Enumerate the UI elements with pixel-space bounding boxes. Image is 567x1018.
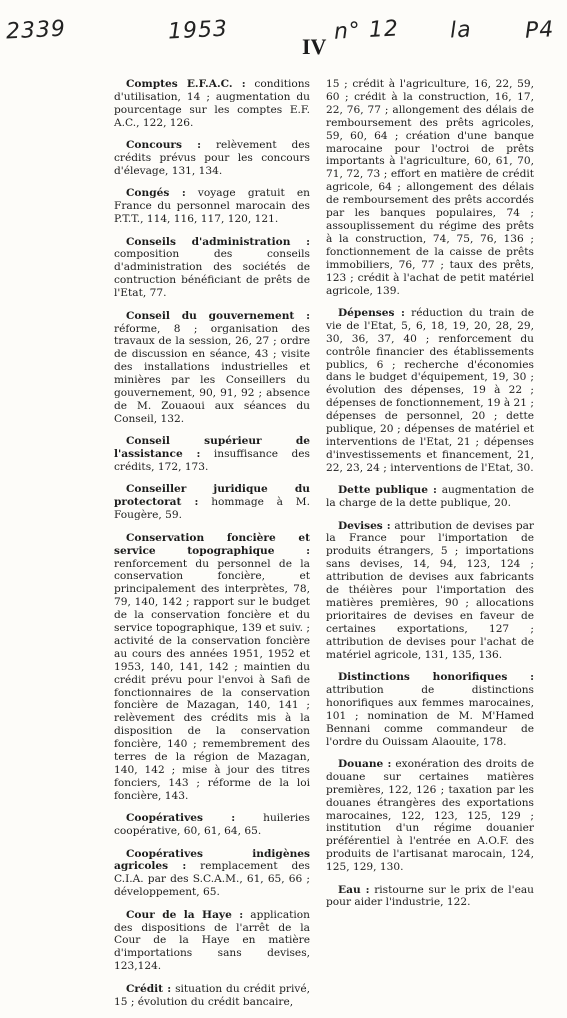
index-entry-term: Dette publique : [338, 484, 437, 497]
index-entry-paragraph [114, 983, 310, 1009]
index-entry-paragraph [326, 758, 534, 874]
index-entry-text: situation du crédit privé, 15 ; évolution du crédit bancaire, [114, 982, 310, 1008]
index-entry [326, 758, 534, 874]
index-column-left [114, 78, 310, 1018]
handwritten-mark-la: la [449, 17, 473, 44]
index-entry-text: hommage à M. Fougère, 59. [114, 496, 310, 522]
index-entry-term: Conseil supérieur de l'assistance : [114, 435, 310, 461]
index-entry-text: composition des conseils d'administration des sociétés de contruction bénéficiant de prêts de l'Etat, 77. [114, 248, 310, 300]
index-entry-text: conditions d'utilisation, 14 ; augmentation du pourcentage sur les comptes E.F. A.C., 122, 126. [114, 78, 310, 129]
index-entry [326, 520, 534, 662]
index-entry-paragraph [326, 520, 534, 662]
index-entry-paragraph [114, 139, 310, 178]
index-entry [114, 187, 310, 226]
handwritten-year: 1953 [167, 16, 229, 45]
index-entry-term: Crédit : [126, 982, 172, 995]
index-entry-text: voyage gratuit en France du personnel marocain des P.T.T., 114, 116, 117, 120, 121. [114, 187, 310, 226]
index-entry-text: renforcement du personnel de la conservation foncière, et principalement des interprètes, 78, 79, 140, 142 ; rapport sur le budget de la conservation foncière et du service topographique, 139 et suiv. ; activité de la conservation foncière au cours des années 1951, 1952 et 1953, 140, 141, 142 ; maintien du crédit prévu pour l'envoi à Safi de fonctionnaires de la conservation foncière de Mazagan, 140, 141 ; relèvement des crédits mis à la disposition de la conservation foncière, 140 ; remembrement des terres de la région de Mazagan, 140, 142 ; mise à jour des titres fonciers, 143 ; réforme de la loi foncière, 143. [114, 557, 310, 802]
index-entry-term: Devises : [338, 519, 391, 532]
index-entry-paragraph [114, 812, 310, 838]
index-entry-term: Douane : [338, 757, 392, 770]
handwritten-issue-number: n° 12 [333, 16, 400, 45]
index-entry-paragraph [114, 310, 310, 426]
index-entry-term: Congés : [126, 187, 186, 200]
index-entry-text: attribution de devises par la France pour l'importation de produits étrangers, 5 ; importations sans devises, 14, 94, 123, 124 ; attribution de devises aux fabricants de théières pour l'importation des matières premières, 90 ; allocations prioritaires de devises en faveur de certaines exportations, 127 ; attribution de devises pour l'achat de matériel agricole, 131, 135, 136. [326, 519, 534, 661]
index-entry-text: huileries coopérative, 60, 61, 64, 65. [114, 812, 310, 838]
index-entry-paragraph [114, 532, 310, 803]
index-entry-text: relèvement des crédits prévus pour les concours d'élevage, 131, 134. [114, 139, 310, 177]
index-entry-text: insuffisance des crédits, 172, 173. [114, 448, 310, 474]
index-entry-text: augmentation de la charge de la dette publique, 20. [326, 484, 535, 510]
index-entry-term: Conseiller juridique du protectorat : [114, 483, 310, 509]
index-entry-paragraph [326, 671, 534, 748]
index-entry-paragraph [326, 307, 534, 475]
page-number: IV [302, 34, 327, 59]
index-entry-text: remplacement des C.I.A. par des S.C.A.M., 61, 65, 66 ; développement, 65. [114, 860, 310, 899]
index-entry-paragraph [326, 884, 534, 910]
index-entry-term: Dépenses : [338, 306, 405, 319]
index-entry-term: Cour de la Haye : [126, 908, 244, 921]
index-entry-paragraph [114, 78, 310, 130]
index-entry-term: Conservation foncière et service topographique : [114, 531, 310, 557]
index-entry-paragraph [326, 484, 534, 510]
index-entry [326, 484, 534, 510]
index-entry [326, 671, 534, 748]
index-entry [326, 884, 534, 910]
index-entry-term: Concours : [126, 139, 202, 152]
index-entry [114, 310, 310, 426]
index-entry-paragraph [114, 848, 310, 900]
index-entry-text: application des dispositions de l'arrêt de la Cour de la Haye en matière d'importations sans devises, 123,124. [114, 908, 310, 973]
index-entry-paragraph [114, 236, 310, 301]
index-entry-paragraph [114, 909, 310, 974]
handwritten-catalog-number: 2339 [5, 16, 67, 45]
index-entry [114, 909, 310, 974]
index-entry-term: Comptes E.F.A.C. : [126, 78, 246, 90]
index-entry [326, 78, 534, 297]
index-entry-paragraph [114, 483, 310, 522]
index-entry [114, 78, 310, 130]
index-entry-term: Coopératives : [126, 812, 236, 825]
index-entry-term: Distinctions honorifiques : [338, 670, 534, 683]
index-entry-paragraph [114, 435, 310, 474]
index-entry [114, 812, 310, 838]
index-entry [114, 983, 310, 1009]
index-entry-paragraph [326, 78, 534, 297]
index-entry-term: Coopératives indigènes agricoles : [114, 847, 310, 873]
index-entry-text: réforme, 8 ; organisation des travaux de la session, 26, 27 ; ordre de discussion en séance, 43 ; visite des installations industrielles et minières par les Conseillers du gouvernement, 90, 91, 92 ; absence de M. Zouaoui aux séances du Conseil, 132. [114, 322, 310, 425]
index-entry-term: Eau : [338, 883, 370, 896]
index-entry [326, 307, 534, 475]
index-column-right [326, 78, 534, 919]
index-entry-text: 15 ; crédit à l'agriculture, 16, 22, 59, 60 ; crédit à la construction, 16, 17, 22, 76, 77 ; allongement des délais de remboursement des prêts agricoles, 59, 60, 64 ; création d'une banque marocaine pour l'octroi de prêts importants à l'agriculture, 60, 61, 70, 71, 72, 73 ; effort en matière de crédit agricole, 64 ; allongement des délais de remboursement des prêts accordés par les banques populaires, 74 ; assouplissement du régime des prêts à la construction, 74, 75, 76, 136 ; fonctionnement de la caisse de prêts immobiliers, 76, 77 ; taux des prêts, 123 ; crédit à l'achat de petit matériel agricole, 139. [326, 78, 534, 297]
index-entry [114, 236, 310, 301]
index-entry [114, 848, 310, 900]
index-entry-text: attribution de distinctions honorifiques aux femmes marocaines, 101 ; nomination de M. M'Hamed Bennani comme commandeur de l'ordre du Ouissam Alaouite, 178. [326, 683, 534, 748]
index-entry [114, 532, 310, 803]
index-entry-text: exonération des droits de douane sur certaines matières premières, 122, 126 ; taxation par les douanes étrangères des exportations marocaines, 122, 123, 125, 129 ; institution d'un régime douanier préférentiel à l'entrée en A.O.F. des produits de l'artisanat marocain, 124, 125, 129, 130. [326, 757, 534, 874]
index-entry [114, 139, 310, 178]
handwritten-mark-p4: P4 [524, 17, 555, 44]
index-entry-term: Conseils d'administration : [126, 235, 310, 248]
index-entry [114, 483, 310, 522]
index-entry-text: ristourne sur le prix de l'eau pour aider l'industrie, 122. [326, 883, 534, 909]
index-entry-text: réduction du train de vie de l'Etat, 5, 6, 18, 19, 20, 28, 29, 30, 36, 37, 40 ; renforcement du contrôle financier des établissements publics, 6 ; recherche d'économies dans le budget d'équipement, 19, 30 ; évolution des dépenses, 19 à 22 ; dépenses de fonctionnement, 19 à 21 ; dépenses de personnel, 20 ; dette publique, 20 ; dépenses de matériel et interventions de l'Etat, 21 ; dépenses d'investissements et financement, 21, 22, 23, 24 ; interventions de l'Etat, 30. [326, 306, 534, 474]
index-entry-paragraph [114, 187, 310, 226]
index-entry-term: Conseil du gouvernement : [126, 309, 310, 322]
index-entry [114, 435, 310, 474]
